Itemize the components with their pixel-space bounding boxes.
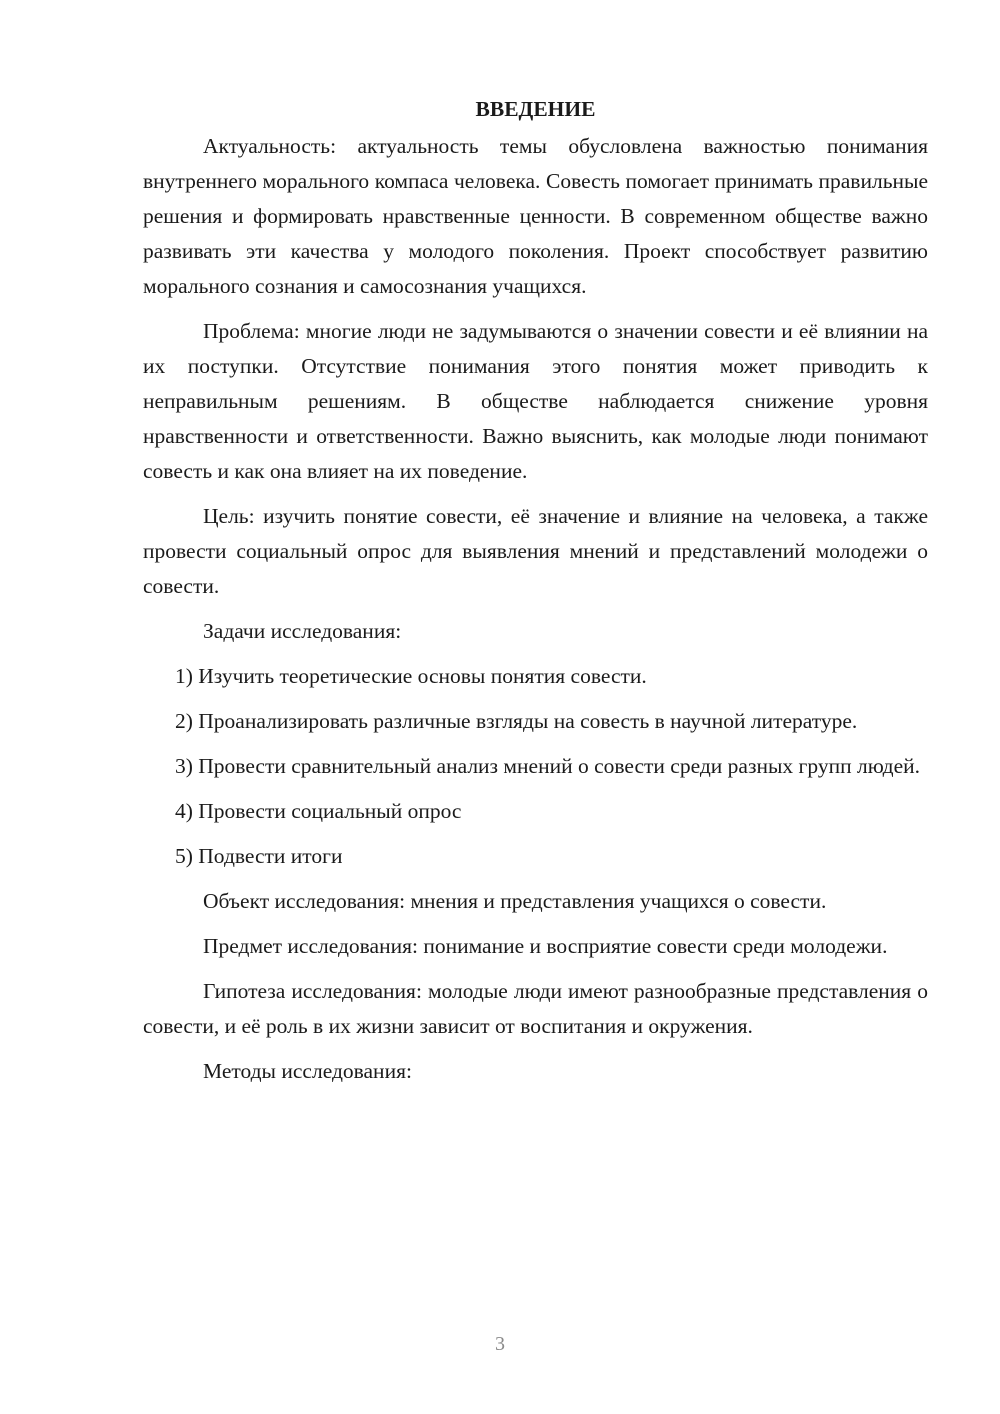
methods-heading: Методы исследования: (203, 1059, 412, 1083)
hypothesis-paragraph: Гипотеза исследования: молодые люди имеют разнообразные представления о совести, и её роль в их жизни зависит от воспитания и окружения. (143, 979, 928, 1038)
goal-paragraph: Цель: изучить понятие совести, её значение и влияние на человека, а также провести социальный опрос для выявления мнений и представлений молодежи о совести. (143, 504, 928, 598)
problem-paragraph: Проблема: многие люди не задумываются о значении совести и её влиянии на их поступки. Отсутствие понимания этого понятия может приводить к неправильным решениям. В обществе наблюдается снижение уровня нравственности и ответственности. Важно выяснить, как молодые люди понимают совесть и как она влияет на их поведение. (143, 319, 928, 483)
section-title: ВВЕДЕНИЕ (475, 97, 596, 121)
task-item-2: 2) Проанализировать различные взгляды на совесть в научной литературе. (175, 709, 858, 733)
tasks-heading: Задачи исследования: (203, 619, 402, 643)
task-item-1: 1) Изучить теоретические основы понятия совести. (175, 664, 647, 688)
document-page (143, 92, 928, 1099)
relevance-paragraph: Актуальность: актуальность темы обусловлена важностью понимания внутреннего морального компаса человека. Совесть помогает принимать правильные решения и формировать нравственные ценности. В современном обществе важно развивать эти качества у молодого поколения. Проект способствует развитию морального сознания и самосознания учащихся. (143, 134, 928, 298)
task-item-4: 4) Провести социальный опрос (175, 799, 462, 823)
task-item-3: 3) Провести сравнительный анализ мнений о совести среди разных групп людей. (175, 754, 921, 778)
subject-paragraph: Предмет исследования: понимание и восприятие совести среди молодежи. (203, 934, 888, 958)
task-item-5: 5) Подвести итоги (175, 844, 343, 868)
object-paragraph: Объект исследования: мнения и представления учащихся о совести. (203, 889, 827, 913)
page-number: 3 (495, 1333, 505, 1355)
